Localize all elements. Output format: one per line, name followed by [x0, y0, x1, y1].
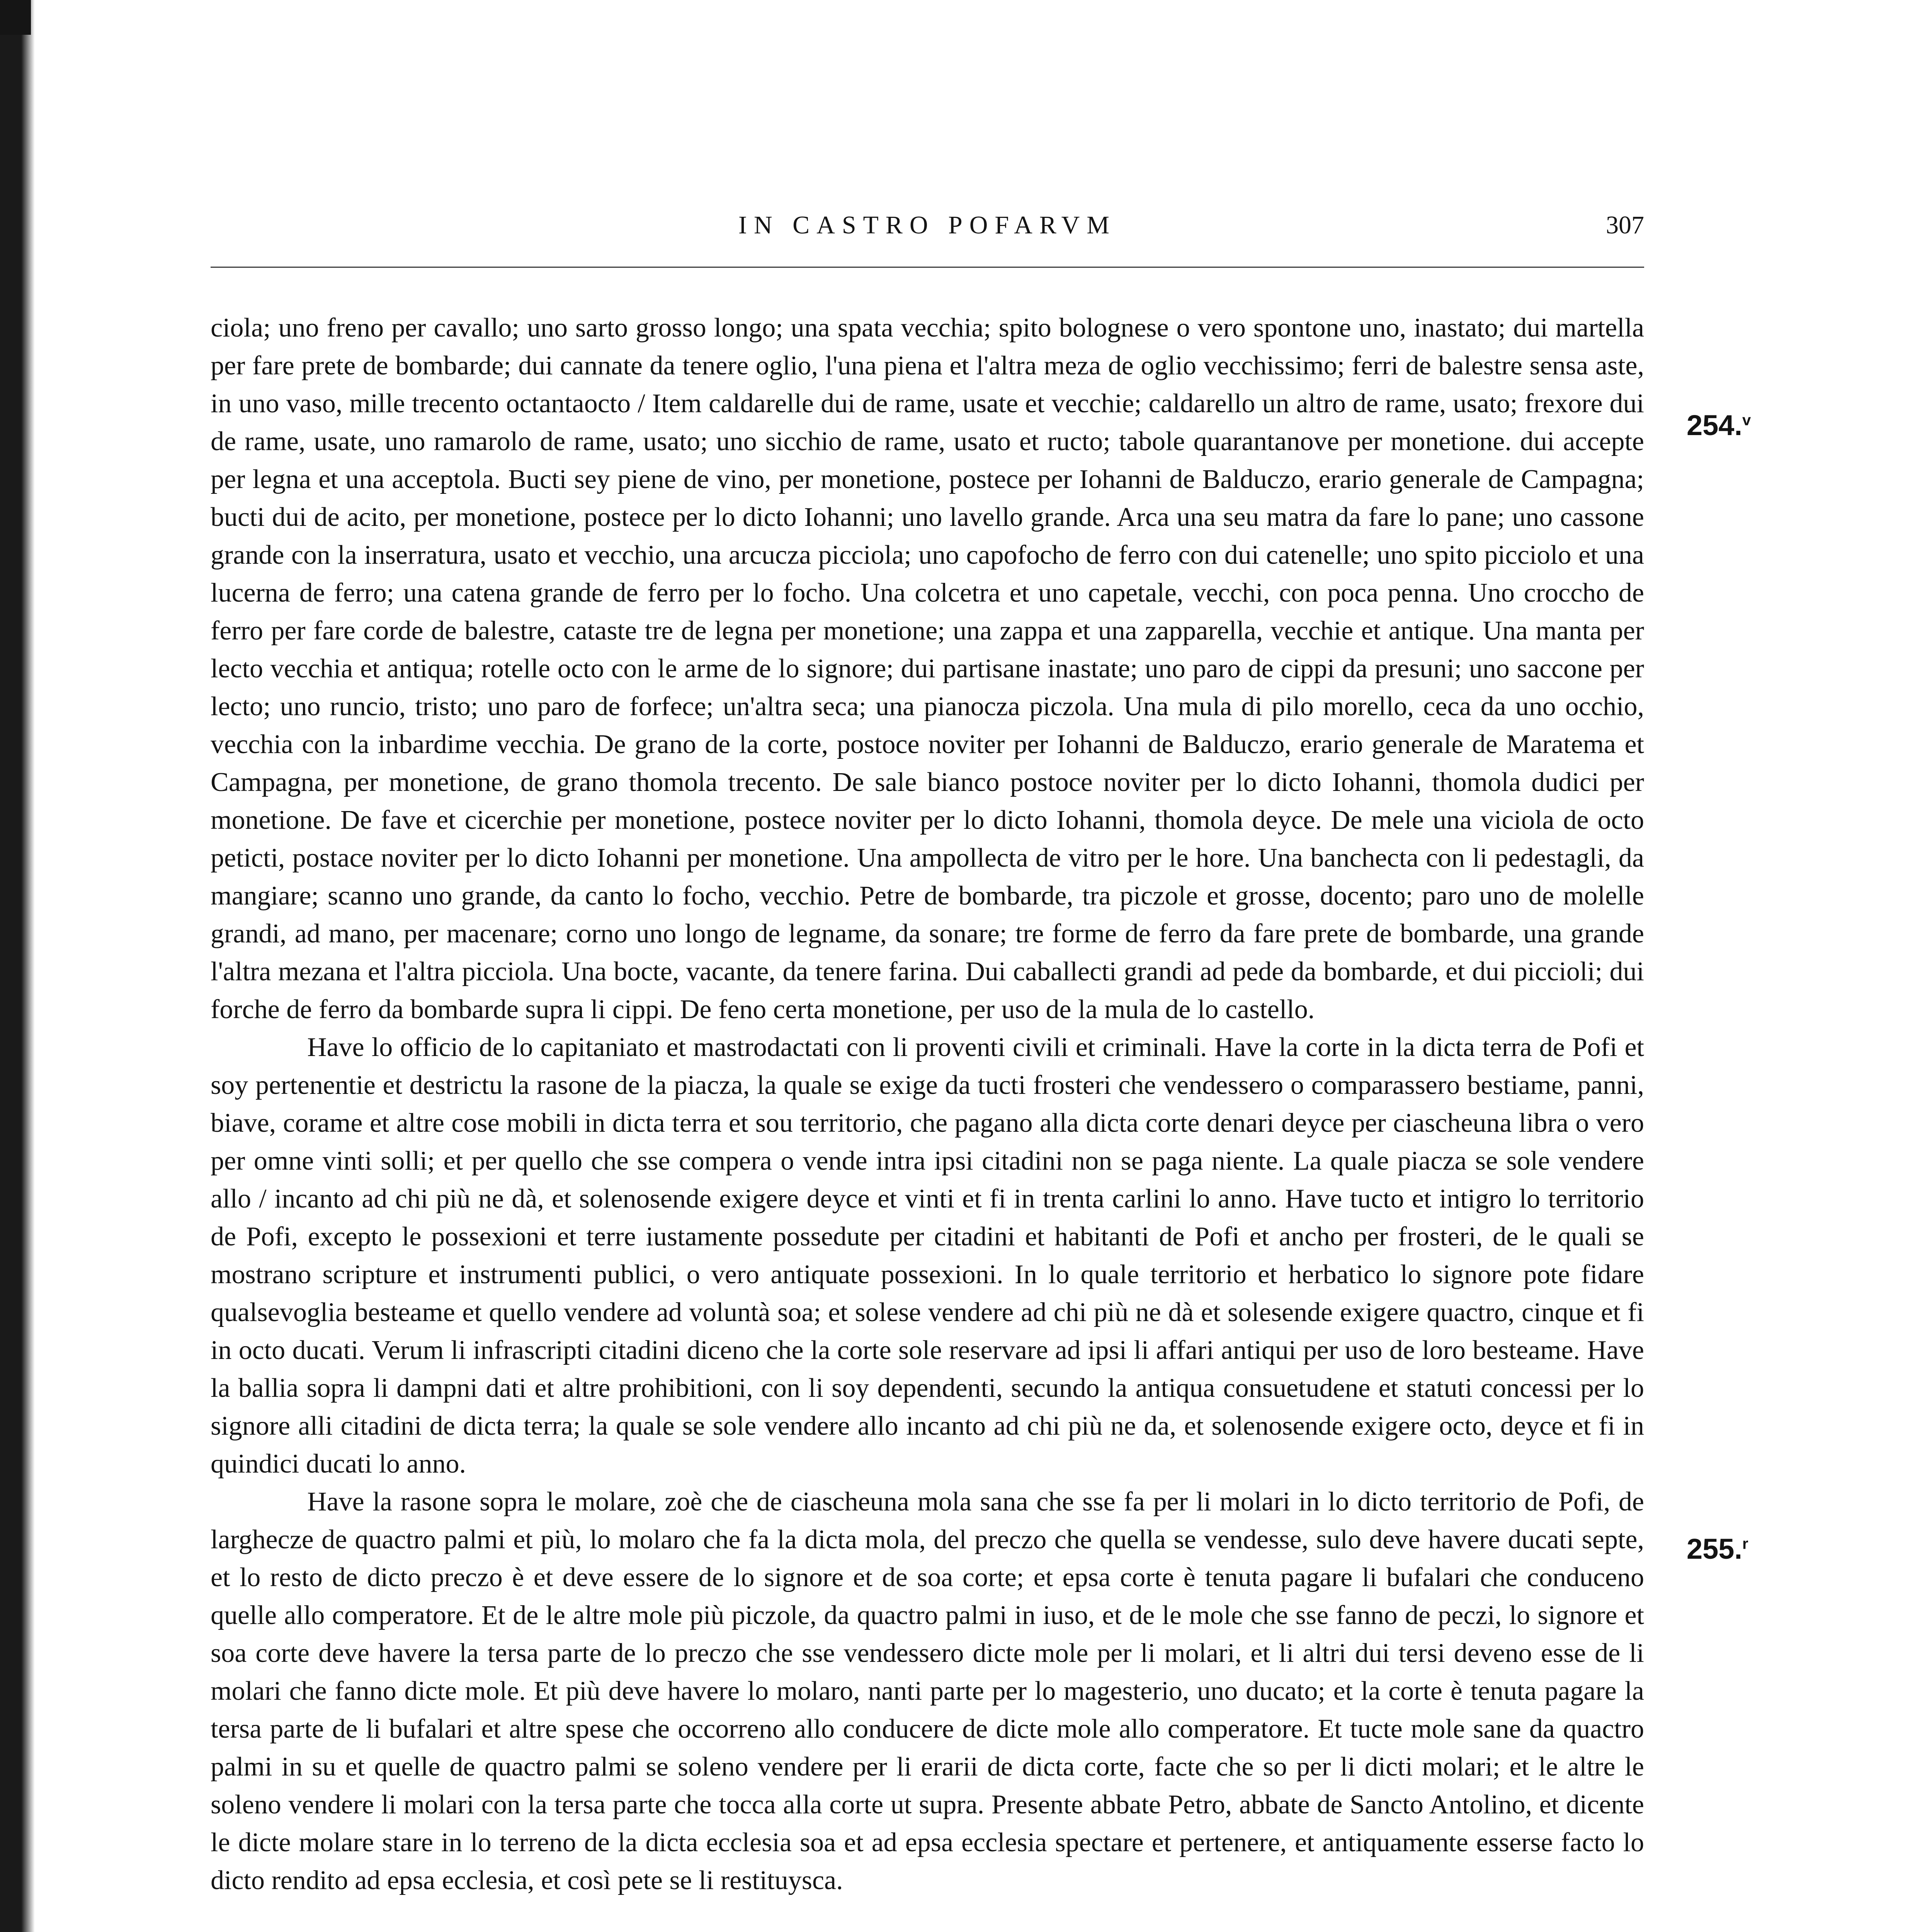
running-title: IN CASTRO POFARVM	[738, 211, 1116, 239]
folio-number: 254.	[1687, 409, 1743, 441]
body-text	[211, 309, 1644, 1900]
margin-folio-ref	[1687, 409, 1751, 442]
page-number: 307	[1606, 211, 1644, 239]
paragraph-molare: Have la rasone sopra le molare, zoè che de ciascheuna mola sana che sse fa per li molari in lo dicto territorio de Pofi, de larghecze de quactro palmi et più, lo molaro che fa la dicta mola, del preczo che quella se vendesse, sulo deve havere ducati septe, et lo resto de dicto preczo è et deve essere de lo signore et de soa corte; et epsa corte è tenuta pagare li bufalari che conduceno quelle allo comperatore. Et de le altre mole più piczole, da quactro palmi in iuso, et de le mole che sse fanno de peczi, lo signore et soa corte deve havere la tersa parte de lo preczo che sse vendessero dicte mole per li molari, et li altri dui tersi deveno esse de li molari che fanno dicte mole. Et più deve havere lo molaro, nanti parte per lo magesterio, uno ducato; et la corte è tenuta pagare la tersa parte de li bufalari et altre spese che occorreno allo conducere de dicte mole allo comperatore. Et tucte mole sane da quactro palmi in su et quelle de quactro palmi se soleno vendere per li erarii de dicta corte, facte che so per li dicti molari; et le altre le soleno vendere li molari con la tersa parte che tocca alla corte ut supra. Presente abbate Petro, abbate de Sancto Antolino, et dicente le dicte molare stare in lo terreno de la dicta ecclesia soa et ad epsa ecclesia spectare et pertenere, et antiquamente esserse facto lo dicto rendito ad epsa ecclesia, et così pete se li restituysca.	[211, 1487, 1644, 1895]
margin-folio-ref	[1687, 1532, 1748, 1565]
scan-binding-edge	[0, 0, 35, 1932]
paragraph-inventory: ciola; uno freno per cavallo; uno sarto grosso longo; una spata vecchia; spito bolognese o vero spontone uno, inastato; dui martella per fare prete de bombarde; dui cannate da tenere oglio, l'una piena et l'altra meza de oglio vecchissimo; ferri de balestre sensa aste, in uno vaso, mille trecento octantaocto / Item caldarelle dui de rame, usate et vecchie; caldarello un altro de rame, usato; frexore dui de rame, usate, uno ramarolo de rame, usato; uno sicchio de rame, usato et ructo; tabole quarantanove per monetione. dui accepte per legna et una acceptola. Bucti sey piene de vino, per monetione, postece per Iohanni de Balduczo, erario generale de Campagna; bucti dui de acito, per monetione, postece per lo dicto Iohanni; uno lavello grande. Arca una seu matra da fare lo pane; uno cassone grande con la inserratura, usato et vecchio, una arcucza picciola; uno capofocho de ferro con dui catenelle; uno spito picciolo et una lucerna de ferro; una catena grande de ferro per lo focho. Una colcetra et uno capetale, vecchi, con poca penna. Uno croccho de ferro per fare corde de balestre, cataste tre de legna per monetione; una zappa et una zapparella, vecchie et antique. Una manta per lecto vecchia et antiqua; rotelle octo con le arme de lo signore; dui partisane inastate; uno paro de cippi da presuni; uno saccone per lecto; uno runcio, tristo; uno paro de forfece; un'altra seca; una pianocza piczola. Una mula di pilo morello, ceca da uno occhio, vecchia con la inbardime vecchia. De grano de la corte, postoce noviter per Iohanni de Balduczo, erario generale de Maratema et Campagna, per monetione, de grano thomola trecento. De sale bianco postoce noviter per lo dicto Iohanni, thomola dudici per monetione. De fave et cicerchie per monetione, postece noviter per lo dicto Iohanni, thomola deyce. De mele una viciola de octo peticti, postace noviter per lo dicto Iohanni per monetione. Una ampollecta de vitro per le hore. Una banchecta con li pedestagli, da mangiare; scanno uno grande, da canto lo focho, vecchio. Petre de bombarde, tra piczole et grosse, docento; paro uno de molelle grandi, ad mano, per macenare; corno uno longo de legname, da sonare; tre forme de ferro da fare prete de bombarde, una grande l'altra mezana et l'altra picciola. Una bocte, vacante, da tenere farina. Dui caballecti grandi ad pede da bombarde, et dui piccioli; dui forche de ferro da bombarde supra li cippi. De feno certa monetione, per uso de la mula de lo castello.	[211, 313, 1644, 1024]
paragraph-capitaniato: Have lo officio de lo capitaniato et mastrodactati con li proventi civili et criminali. Have la corte in la dicta terra de Pofi et soy pertenentie et destrictu la rasone de la piacza, la quale se exige da tucti frosteri che vendessero o comparassero bestiame, panni, biave, corame et altre cose mobili in dicta terra et sou territorio, che pagano alla dicta corte denari deyce per ciascheuna libra o vero per omne vinti solli; et per quello che sse compera o vende intra ipsi citadini non se paga niente. La quale piacza se sole vendere allo / incanto ad chi più ne dà, et solenosende exigere deyce et vinti et fi in trenta carlini lo anno. Have tucto et intigro lo territorio de Pofi, excepto le possexioni et terre iustamente possedute per citadini et habitanti de Pofi et ancho per frosteri, de le quali se mostrano scripture et instrumenti publici, o vero antiquate possexioni. In lo quale territorio et herbatico lo signore pote fidare qualsevoglia besteame et quello vendere ad voluntà soa; et solese vendere ad chi più ne dà et solesende exigere quactro, cinque et fi in octo ducati. Verum li infrascripti citadini diceno che la corte sole reservare ad ipsi li affari antiqui per uso de loro besteame. Have la ballia sopra li dampni dati et altre prohibitioni, con li soy dependenti, secundo la antiqua consuetudene et statuti concessi per lo signore alli citadini de dicta terra; la quale se sole vendere allo incanto ad chi più ne da, et solenosende exigere octo, deyce et fi in quindici ducati lo anno.	[211, 1032, 1644, 1479]
scan-corner-shadow	[0, 0, 31, 35]
folio-side: v	[1742, 412, 1751, 429]
folio-side: r	[1742, 1535, 1748, 1553]
header-rule	[211, 267, 1644, 268]
page-header	[211, 211, 1644, 253]
folio-number: 255.	[1687, 1533, 1743, 1565]
